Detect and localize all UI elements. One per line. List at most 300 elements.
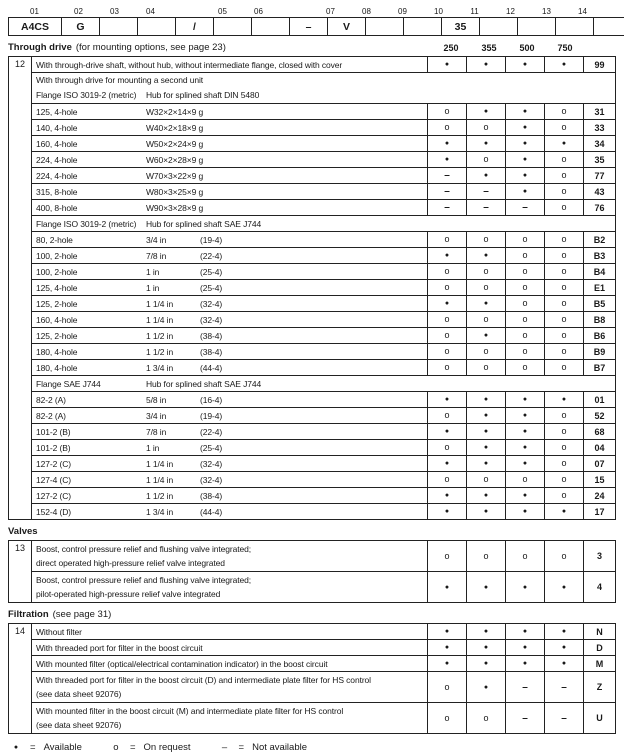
description-cell: [32, 280, 427, 295]
legend-item: [219, 742, 307, 753]
table-row: [32, 440, 615, 456]
description-cell: [32, 440, 427, 455]
availability-cell: o: [505, 541, 544, 571]
ordering-table: [8, 623, 616, 734]
code-position-label: 14: [578, 7, 587, 16]
table-row: [32, 264, 615, 280]
description-cell: [32, 200, 427, 215]
availability-cell: ●: [505, 624, 544, 639]
size-label: 127-2 (C): [36, 490, 72, 501]
availability-cell: o: [427, 232, 466, 247]
size-label: 80, 2-hole: [36, 234, 73, 245]
availability-cell: ●: [427, 152, 466, 167]
availability-cell: ●: [505, 168, 544, 183]
size-label: 127-2 (C): [36, 458, 72, 469]
hub-size-code: (22-4): [200, 250, 223, 261]
code-cell: 33: [583, 120, 615, 135]
code-cell: N: [583, 624, 615, 639]
availability-cell: o: [544, 120, 583, 135]
code-cell: 15: [583, 472, 615, 487]
size-label: 180, 4-hole: [36, 362, 78, 373]
hub-value: 1 1/4 in: [146, 458, 174, 469]
availability-cell: o: [427, 264, 466, 279]
availability-cell: o: [544, 152, 583, 167]
table-row: [32, 136, 615, 152]
availability-cell: o: [544, 344, 583, 359]
hub-size-code: (16-4): [200, 394, 223, 405]
hub-size-code: (25-4): [200, 282, 223, 293]
code-position-label: 04: [146, 7, 155, 16]
code-position-label: [168, 6, 205, 17]
hub-value: 7/8 in: [146, 250, 167, 261]
description-cell: [32, 136, 427, 151]
availability-cell: ●: [505, 572, 544, 602]
availability-cell: ●: [505, 184, 544, 199]
hub-size-code: (38-4): [200, 346, 223, 357]
code-box-13: [555, 17, 594, 36]
code-cell: 4: [583, 572, 615, 602]
section-title: Filtration: [8, 609, 49, 620]
description-text: Without filter: [36, 626, 82, 637]
availability-cell: ●: [427, 624, 466, 639]
code-box-10: 35: [441, 17, 480, 36]
availability-cell: o: [544, 456, 583, 471]
description-cell: [32, 392, 427, 407]
code-box-05: [213, 17, 252, 36]
section-title: Through drive: [8, 42, 72, 53]
table-rows: [32, 57, 615, 519]
table-row: [32, 152, 615, 168]
availability-cell: –: [505, 703, 544, 733]
hub-value: W60×2×28×9 g: [146, 154, 204, 165]
availability-cell: o: [505, 472, 544, 487]
code-cell: 99: [583, 57, 615, 72]
availability-cell: o: [466, 703, 505, 733]
availability-cell: ●: [427, 392, 466, 407]
code-position-label: 06: [254, 7, 263, 16]
legend-label: Not available: [252, 742, 307, 753]
description-text: With mounted filter (optical/electrical contamination indicator) in the boost circuit: [36, 658, 328, 669]
hub-value: 1 1/2 in: [146, 490, 174, 501]
availability-cell: –: [466, 200, 505, 215]
table-row: [32, 328, 615, 344]
table-row: [32, 703, 615, 733]
availability-cell: ●: [427, 572, 466, 602]
table-row: [32, 656, 615, 672]
description-line: (see data sheet 92076): [36, 720, 122, 730]
description-cell: [32, 541, 427, 571]
description-lines: [36, 541, 251, 571]
size-label: 140, 4-hole: [36, 122, 78, 133]
availability-cell: ●: [505, 392, 544, 407]
availability-cell: o: [544, 440, 583, 455]
availability-cell: ●: [505, 488, 544, 503]
code-cell: B4: [583, 264, 615, 279]
hub-value: 1 3/4 in: [146, 362, 174, 373]
description-cell: [32, 184, 427, 199]
description-cell: [32, 672, 427, 702]
availability-cell: ●: [466, 392, 505, 407]
table-row: [32, 640, 615, 656]
availability-cell: o: [427, 472, 466, 487]
table-row: [32, 392, 615, 408]
table-row: [32, 232, 615, 248]
code-position-label: 12: [506, 7, 515, 16]
code-cell: B9: [583, 344, 615, 359]
code-cell: 52: [583, 408, 615, 423]
hub-size-code: (44-4): [200, 506, 223, 517]
availability-cell: ●: [466, 640, 505, 655]
description-line: direct operated high-pressure relief valve integrated: [36, 558, 225, 568]
availability-cell: ●: [505, 424, 544, 439]
description-cell: [32, 640, 427, 655]
size-label: 125, 2-hole: [36, 298, 78, 309]
description-lines: [36, 703, 343, 733]
hub-value: 1 1/2 in: [146, 346, 174, 357]
item-number-column: [9, 624, 32, 733]
availability-cell: o: [466, 280, 505, 295]
code-cell: B5: [583, 296, 615, 311]
availability-cell: ●: [544, 136, 583, 151]
availability-cell: o: [544, 424, 583, 439]
table-row: [32, 408, 615, 424]
code-cell: M: [583, 656, 615, 671]
availability-cell: o: [466, 120, 505, 135]
code-box-03: [99, 17, 138, 36]
availability-cell: o: [544, 312, 583, 327]
table-row: [32, 472, 615, 488]
table-row: [32, 120, 615, 136]
table-row: [32, 456, 615, 472]
description-cell: [32, 488, 427, 503]
legend-item: [110, 742, 191, 753]
size-label: 125, 4-hole: [36, 106, 78, 117]
size-column-header: 500: [519, 43, 535, 53]
availability-cell: ●: [427, 504, 466, 519]
availability-cell: o: [544, 280, 583, 295]
table-row: [32, 168, 615, 184]
model-code-header: [8, 6, 616, 36]
description-cell: [32, 104, 427, 119]
hub-value: W90×3×28×9 g: [146, 202, 204, 213]
legend-label: Available: [43, 742, 82, 753]
description-line: pilot-operated high-pressure relief valve integrated: [36, 589, 221, 599]
section-head-through-drive: [8, 42, 616, 54]
code-position-label: 09: [398, 7, 407, 16]
legend-item: [10, 742, 82, 753]
description-cell: [32, 328, 427, 343]
availability-cell: –: [505, 672, 544, 702]
hub-value: W70×3×22×9 g: [146, 170, 204, 181]
table-row: [32, 57, 615, 73]
availability-cell: ●: [544, 504, 583, 519]
availability-cell: o: [544, 488, 583, 503]
availability-cell: o: [427, 541, 466, 571]
availability-cell: ●: [466, 624, 505, 639]
description-text: With through-drive shaft, without hub, without intermediate flange, closed with cover: [36, 59, 343, 70]
availability-cell: o: [544, 104, 583, 119]
code-cell: B2: [583, 232, 615, 247]
availability-cell: o: [505, 264, 544, 279]
description-line: (see data sheet 92076): [36, 689, 122, 699]
availability-cell: ●: [466, 488, 505, 503]
availability-cell: ●: [427, 488, 466, 503]
description-text: With threaded port for filter in the boost circuit: [36, 642, 203, 653]
flange-group-header: [32, 216, 615, 232]
availability-cell: o: [544, 184, 583, 199]
availability-cell: o: [427, 360, 466, 375]
section-note: (see page 31): [52, 609, 112, 620]
code-cell: 43: [583, 184, 615, 199]
availability-cell: –: [427, 200, 466, 215]
code-position-label: [276, 6, 313, 17]
code-box-08: [365, 17, 404, 36]
size-label: 160, 4-hole: [36, 138, 78, 149]
code-box-06: [251, 17, 290, 36]
hub-value: W40×2×18×9 g: [146, 122, 204, 133]
size-column-headers: [432, 42, 584, 54]
legend-symbol: –: [221, 742, 228, 753]
table-rows: [32, 624, 615, 733]
hub-value: W50×2×24×9 g: [146, 138, 204, 149]
availability-cell: o: [505, 296, 544, 311]
hub-value: 1 in: [146, 442, 160, 453]
code-box-14: [593, 17, 624, 36]
table-row: [32, 360, 615, 376]
availability-cell: o: [544, 328, 583, 343]
hub-size-code: (25-4): [200, 266, 223, 277]
availability-cell: o: [505, 360, 544, 375]
hub-value: 5/8 in: [146, 394, 167, 405]
item-number: 14: [14, 626, 25, 636]
description-cell: [32, 152, 427, 167]
availability-cell: ●: [466, 504, 505, 519]
table-row: [32, 248, 615, 264]
availability-cell: ●: [505, 152, 544, 167]
table-rows: [32, 541, 615, 602]
availability-cell: ●: [427, 248, 466, 263]
code-box-12: [517, 17, 556, 36]
availability-cell: ●: [427, 656, 466, 671]
availability-cell: ●: [505, 440, 544, 455]
description-cell: [32, 656, 427, 671]
availability-cell: ●: [505, 656, 544, 671]
size-column-header: 355: [481, 43, 497, 53]
availability-cell: o: [466, 264, 505, 279]
code-box-01: A4CS: [8, 17, 62, 36]
section-head-valves: [8, 526, 616, 538]
availability-cell: –: [427, 184, 466, 199]
hub-size-code: (19-4): [200, 410, 223, 421]
availability-cell: o: [505, 232, 544, 247]
description-cell: [32, 408, 427, 423]
description-cell: [32, 703, 427, 733]
legend-equals: =: [238, 742, 245, 753]
code-box-09: [403, 17, 442, 36]
availability-cell: ●: [505, 136, 544, 151]
table-row: [32, 184, 615, 200]
table-row: [32, 312, 615, 328]
hub-value: 3/4 in: [146, 410, 167, 421]
size-label: 100, 2-hole: [36, 250, 78, 261]
availability-cell: ●: [544, 572, 583, 602]
legend-equals: =: [129, 742, 136, 753]
item-number-column: [9, 57, 32, 519]
table-row: [32, 572, 615, 602]
size-label: 127-4 (C): [36, 474, 72, 485]
hub-size-code: (19-4): [200, 234, 223, 245]
table-row: [32, 488, 615, 504]
availability-cell: ●: [544, 392, 583, 407]
availability-cell: ●: [505, 104, 544, 119]
code-box-02: G: [61, 17, 100, 36]
ordering-table: [8, 56, 616, 520]
availability-cell: ●: [505, 640, 544, 655]
code-cell: B8: [583, 312, 615, 327]
code-cell: 35: [583, 152, 615, 167]
availability-cell: ●: [466, 57, 505, 72]
availability-cell: o: [544, 408, 583, 423]
section-title: Valves: [8, 526, 38, 537]
availability-cell: ●: [505, 120, 544, 135]
subsection-line: With through drive for mounting a second unit: [36, 75, 204, 85]
size-label: 160, 4-hole: [36, 314, 78, 325]
code-cell: 68: [583, 424, 615, 439]
description-cell: [32, 232, 427, 247]
availability-cell: ●: [505, 57, 544, 72]
hub-label: Hub for splined shaft SAE J744: [146, 378, 262, 389]
description-lines: [36, 672, 371, 702]
availability-cell: ●: [427, 640, 466, 655]
through-drive-table: [8, 56, 616, 520]
description-cell: [32, 168, 427, 183]
availability-cell: –: [466, 184, 505, 199]
table-row: [32, 424, 615, 440]
hub-size-code: (38-4): [200, 490, 223, 501]
item-number: 12: [14, 59, 25, 69]
availability-cell: ●: [427, 456, 466, 471]
availability-cell: o: [466, 472, 505, 487]
table-row: [32, 541, 615, 572]
hub-size-code: (32-4): [200, 298, 223, 309]
availability-cell: o: [544, 168, 583, 183]
hub-size-code: (22-4): [200, 426, 223, 437]
code-box-separator: /: [175, 17, 214, 36]
size-label: 400, 8-hole: [36, 202, 78, 213]
availability-cell: ●: [544, 57, 583, 72]
code-cell: D: [583, 640, 615, 655]
size-label: 82-2 (A): [36, 410, 66, 421]
legend-symbol: o: [113, 742, 119, 753]
code-cell: Z: [583, 672, 615, 702]
size-label: 82-2 (A): [36, 394, 66, 405]
availability-cell: o: [466, 152, 505, 167]
hub-label: Hub for splined shaft DIN 5480: [146, 90, 260, 100]
availability-cell: o: [544, 472, 583, 487]
hub-size-code: (32-4): [200, 314, 223, 325]
size-label: 101-2 (B): [36, 442, 71, 453]
description-cell: [32, 624, 427, 639]
hub-label: Hub for splined shaft SAE J744: [146, 218, 262, 229]
description-cell: [32, 344, 427, 359]
code-position-label: 10: [434, 7, 443, 16]
code-position-labels: [8, 6, 616, 17]
table-row: [32, 504, 615, 519]
flange-group-header: [32, 376, 615, 392]
table-row: [32, 624, 615, 640]
hub-size-code: (32-4): [200, 458, 223, 469]
description-cell: [32, 296, 427, 311]
availability-cell: o: [466, 232, 505, 247]
hub-size-code: (44-4): [200, 362, 223, 373]
table-row: [32, 296, 615, 312]
code-position-label: 13: [542, 7, 551, 16]
hub-value: W80×3×25×9 g: [146, 186, 204, 197]
description-cell: [32, 360, 427, 375]
availability-cell: ●: [466, 440, 505, 455]
legend-equals: =: [30, 742, 36, 753]
availability-cell: o: [544, 264, 583, 279]
size-label: 315, 8-hole: [36, 186, 78, 197]
code-position-label: 11: [470, 7, 479, 16]
availability-cell: –: [544, 672, 583, 702]
code-cell: B6: [583, 328, 615, 343]
availability-cell: o: [427, 280, 466, 295]
availability-cell: o: [427, 408, 466, 423]
availability-cell: ●: [466, 672, 505, 702]
description-cell: [32, 248, 427, 263]
hub-value: 1 in: [146, 282, 160, 293]
availability-cell: o: [544, 248, 583, 263]
availability-cell: ●: [427, 57, 466, 72]
size-label: 224, 4-hole: [36, 154, 78, 165]
item-number-column: [9, 541, 32, 602]
table-row: [32, 280, 615, 296]
description-cell: [32, 472, 427, 487]
availability-cell: o: [466, 312, 505, 327]
section-head-filtration: [8, 609, 616, 621]
size-label: 101-2 (B): [36, 426, 71, 437]
hub-value: 3/4 in: [146, 234, 167, 245]
code-box-11: [479, 17, 518, 36]
description-cell: [32, 312, 427, 327]
size-label: 152-4 (D): [36, 506, 72, 517]
code-position-label: 07: [326, 7, 335, 16]
availability-cell: –: [427, 168, 466, 183]
availability-cell: ●: [427, 296, 466, 311]
availability-cell: ●: [427, 424, 466, 439]
hub-value: 1 1/4 in: [146, 474, 174, 485]
description-cell: [32, 264, 427, 279]
hub-value: 1 in: [146, 266, 160, 277]
description-line: Boost, control pressure relief and flushing valve integrated;: [36, 544, 252, 554]
size-label: 180, 4-hole: [36, 346, 78, 357]
availability-cell: –: [544, 703, 583, 733]
code-position-label: 03: [110, 7, 119, 16]
availability-cell: ●: [505, 408, 544, 423]
size-column-header: 250: [443, 43, 459, 53]
availability-cell: ●: [505, 456, 544, 471]
code-cell: E1: [583, 280, 615, 295]
hub-size-code: (38-4): [200, 330, 223, 341]
availability-cell: ●: [466, 424, 505, 439]
code-position-label: 08: [362, 7, 371, 16]
availability-cell: o: [544, 200, 583, 215]
availability-cell: ●: [544, 640, 583, 655]
availability-cell: o: [427, 312, 466, 327]
table-row: [32, 344, 615, 360]
code-cell: 77: [583, 168, 615, 183]
